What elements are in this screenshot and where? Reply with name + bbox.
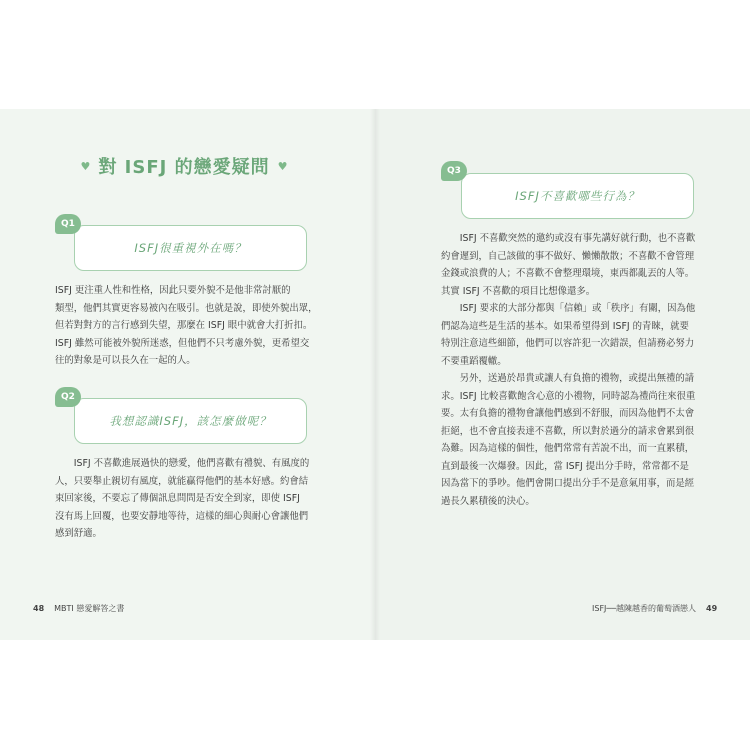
q3-paragraph-2: ISFJ 要求的大部分都與「信賴」或「秩序」有關，因為他 們認為這些是生活的基本。如果希望得到 ISFJ 的青睞，就要 特別注意這些細節，他們可以容許犯一次錯誤，但請務必努力 不要重蹈覆轍。 — [441, 303, 696, 367]
left-page — [0, 109, 375, 640]
book-gutter — [370, 109, 380, 640]
left-page-number: 48 — [33, 604, 45, 613]
q1-answer — [55, 282, 355, 370]
right-page — [375, 109, 750, 640]
q1-answer-text: ISFJ 更注重人性和性格，因此只要外貌不是他非常討厭的 類型，他們其實更容易被內在吸引。也就是說，即使外貌出眾， 但若對對方的言行感到失望，那麼在 ISFJ 眼中就會大打折扣。 ISFJ 雖然可能被外貌所迷惑，但他們不只考慮外貌，更希望交 往的對象是可以長久在一起的人。 — [55, 285, 318, 366]
heart-icon-right: ♥ — [277, 159, 288, 173]
q2-question: 我想認識ISFJ，該怎麼做呢？ — [109, 414, 272, 428]
q3-question-box — [461, 173, 694, 219]
q1-question: ISFJ很重視外在嗎？ — [134, 241, 247, 255]
book-spread — [0, 109, 750, 640]
chapter-title-text: 對 ISFJ 的戀愛疑問 — [98, 157, 270, 178]
q3-paragraph-1: ISFJ 不喜歡突然的邀約或沒有事先講好就行動，也不喜歡 約會遲到，自己該做的事不做好、懶懶散散；不喜歡不會管理 金錢或浪費的人；不喜歡不會整理環境，東西都亂丟的人等。 其實 ISFJ 不喜歡的項目比想像還多。 — [441, 233, 696, 297]
q2-answer-text: ISFJ 不喜歡進展過快的戀愛，他們喜歡有禮貌、有風度的 人，只要舉止親切有風度，就能贏得他們的基本好感。約會結 束回家後，不要忘了傳個訊息問問是否安全到家，即使 ISFJ 沒有馬上回覆，也要安靜地等待，這樣的細心與耐心會讓他們 感到舒適。 — [55, 458, 310, 539]
right-footer — [592, 603, 717, 614]
left-footer — [33, 603, 124, 614]
q2-badge: Q2 — [55, 387, 81, 407]
q3-answer — [441, 230, 741, 510]
q3-badge: Q3 — [441, 161, 467, 181]
q3-paragraph-3: 另外，送過於昂貴或讓人有負擔的禮物，或提出無禮的請 求。ISFJ 比較喜歡飽含心意的小禮物，同時認為禮尚往來很重 要。太有負擔的禮物會讓他們感到不舒服，而因為他們不太會 拒絕，也不會直接表達不喜歡，所以對於過分的請求會累到很 為難。因為這樣的個性，他們常常有苦說不出，而一直累積， 直到最後一次爆發。因此，當 ISFJ 提出分手時，常常都不是 因為當下的爭吵。他們會開口提出分手不是意氣用事，而是經 過長久累積後的決心。 — [441, 373, 696, 507]
book-title: MBTI 戀愛解答之書 — [54, 604, 125, 613]
q3-question: ISFJ不喜歡哪些行為？ — [515, 189, 640, 203]
running-title: ISFJ──越陳越香的葡萄酒戀人 — [592, 604, 697, 613]
q1-question-box — [74, 225, 307, 271]
q2-answer — [55, 455, 355, 543]
q1-badge: Q1 — [55, 214, 81, 234]
chapter-title — [80, 151, 288, 181]
q2-question-box — [74, 398, 307, 444]
right-page-number: 49 — [706, 604, 718, 613]
heart-icon-left: ♥ — [80, 159, 91, 173]
